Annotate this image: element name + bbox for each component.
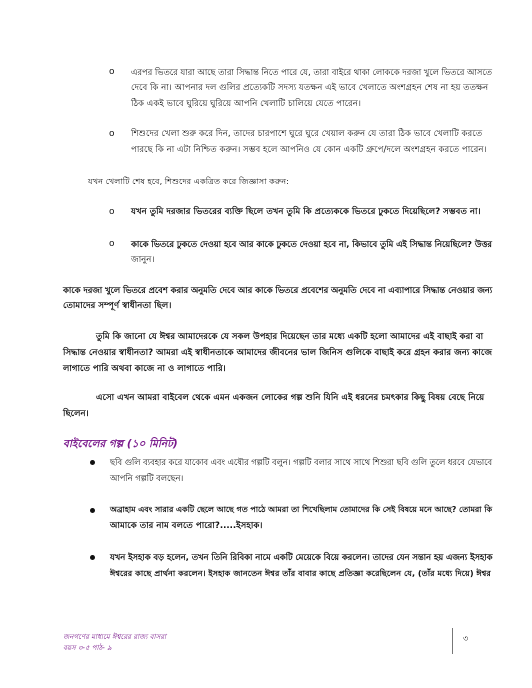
story-bullet-text: ঈশ্বরের কাছে প্রার্থনা করলেন। ইসহাক জানতেন ঈশ্বর তাঁর বাবার কাছে প্রতিজ্ঞা করেছিলেন যে, (তাঁর মধ্যে দিয়ে) ঈশ্বর xyxy=(110,568,491,578)
paragraph-line: এসো এখন আমরা বাইবেল থেকে এমন একজন লোকের গল্প শুনি যিনি এই ধরনের চমৎকার কিছু বিষয় বেছে নিয়ে xyxy=(96,393,485,403)
instruction-text: যখন খেলাটি শেষ হবে, শিশুদের একত্রিত করে জিজ্ঞাসা করুন: xyxy=(88,176,289,186)
list-marker: o xyxy=(109,239,115,249)
story-bullet-text: অব্রাহাম এবং সারার একটি ছেলে আছে গত পাঠে আমরা তা শিখেছিলাম তোমাদের কি সেই বিষয়ে মনে আছে? তোমরা কি xyxy=(110,505,492,514)
list-item-text: ঠিক একই ভাবে ঘুরিয়ে ঘুরিয়ে আপনি খেলাটি চালিয়ে যেতে পারেন। xyxy=(131,99,361,109)
list-item-text: দেবে কি না। আপনার দল গুলির প্রত্যেকটি সদস্য যতক্ষন এই ভাবে খেলাতে অংশগ্রহন শেষ না হয় ততক্ষন xyxy=(131,83,489,93)
list-item-text: পারছে কি না এটা নিশ্চিত করুন। সম্ভব হলে আপনিও যে কোন একটি গ্রুপে/দলে অংশগ্রহন করতে পারেন। xyxy=(131,145,487,155)
footer-divider xyxy=(452,628,453,654)
bullet-dot xyxy=(90,555,95,560)
paragraph-line: কাকে দরজা খুলে ভিতরে প্রবেশ করার অনুমতি দেবে আর কাকে ভিতরে প্রবেশের অনুমতি দেবে না এব্যাপারে সিদ্ধান্ত নেওয়ার জন্য xyxy=(63,285,493,295)
paragraph-line: তোমাদের সম্পূর্ণ স্বাধীনতা ছিল। xyxy=(63,301,172,311)
story-bullet-text: যখন ইসহাক বড় হলেন, তখন তিনি রিবিকা নামে একটি মেয়েকে বিয়ে করলেন। তাদের যেন সন্তান হয় এজন্য ইসহাক xyxy=(110,552,493,562)
list-marker: o xyxy=(109,67,115,77)
paragraph-line: লাগাতে পারি অথবা কাজে না ও লাগাতে পারি। xyxy=(63,364,226,374)
bullet-dot xyxy=(90,508,95,513)
story-bullet-text: আমাকে তার নাম বলতে পারো?.....ইসহাক। xyxy=(110,521,263,531)
list-marker: o xyxy=(109,207,115,217)
list-item-text: শিশুদের খেলা শুরু করে দিন, তাদের চারপাশে ঘুরে ঘুরে খেয়াল করুন যে তারা ঠিক ভাবে খেলাটি করতে xyxy=(131,129,483,139)
list-item-text: এরপর ভিতরে যারা আছে তারা সিদ্ধান্ত নিতে পারে যে, তারা বাইরে থাকা লোককে দরজা খুলে ভিতরে আসতে xyxy=(131,67,492,77)
list-marker: o xyxy=(109,129,115,139)
question-text: কাকে ভিতরে ঢুকতে দেওয়া হবে আর কাকে ঢুকতে দেওয়া হবে না, কিভাবে তুমি এই সিদ্ধান্ত নিয়েছিলে? উত্তর xyxy=(131,239,492,249)
story-bullet-text: আপনি গল্পটি বলছেন। xyxy=(110,473,184,483)
section-heading: বাইবেলের গল্প (১০ মিনিট) xyxy=(63,438,178,450)
footer-title: জনগণের মাধ্যমে ঈশ্বরের রাজ্য বাসরা xyxy=(63,633,167,641)
footer-lesson-label: বয়স ৩-৫ পাঠ- ৯ xyxy=(63,644,112,652)
paragraph-line: তুমি কি জানো যে ঈশ্বর আমাদেরকে যে সকল উপহার দিয়েছেন তার মধ্যে একটি হলো আমাদের এই বাছাই করা বা xyxy=(96,332,484,342)
question-text: জানুন। xyxy=(131,255,155,265)
story-bullet-text: ছবি গুলি ব্যবহার করে যাকোব এবং এষৌর গল্পটি বলুন। গল্পটি বলার সাথে সাথে শিশুরা ছবি গুলি তুলে ধরবে যেভাবে xyxy=(110,457,493,467)
bullet-dot xyxy=(90,460,95,465)
question-text: যখন তুমি দরজার ভিতরের ব্যক্তি ছিলে তখন তুমি কি প্রত্যেককে ভিতরে ঢুকতে দিয়েছিলে? সম্ভবত না। xyxy=(131,207,481,217)
page-number: ৩ xyxy=(463,634,469,643)
paragraph-line: ছিলেন। xyxy=(63,409,89,419)
paragraph-line: সিদ্ধান্ত নেওয়ার স্বাধীনতা? আমরা এই স্বাধীনতাকে আমাদের জীবনের ভাল জিনিস গুলিকে বাছাই করে গ্রহন করার জন্য কাজে xyxy=(63,348,493,358)
